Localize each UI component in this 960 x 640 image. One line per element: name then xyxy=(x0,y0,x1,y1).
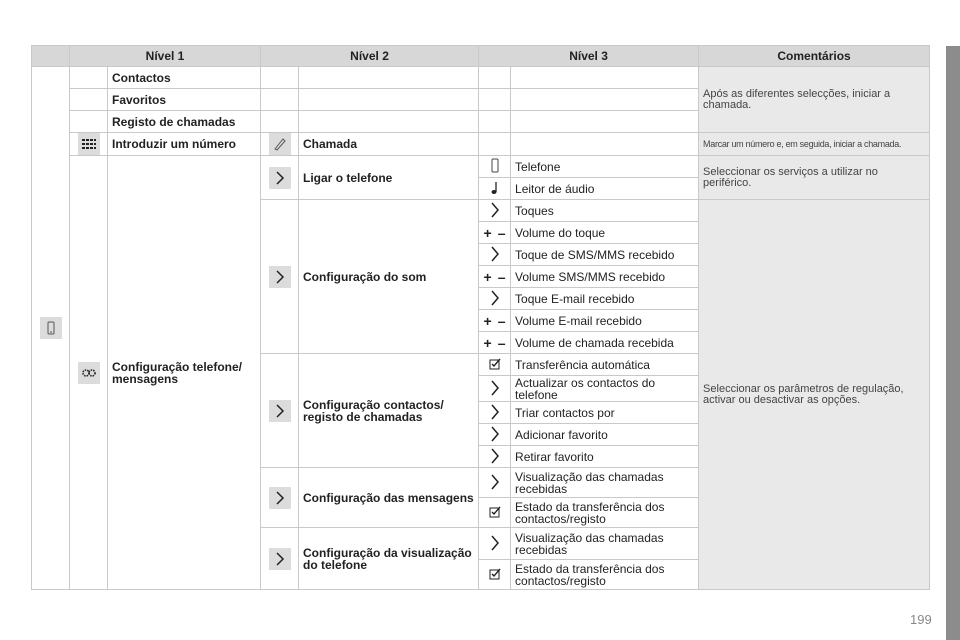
level3-vol-sms: Volume SMS/MMS recebido xyxy=(511,266,699,288)
plus-minus-icon: + – xyxy=(483,224,506,241)
level1-favoritos: Favoritos xyxy=(108,89,261,111)
level3-visualizacao-1: Visualização das chamadas recebidas xyxy=(511,468,699,498)
level2-config-visualizacao: Configuração da visualização do telefone xyxy=(299,528,479,590)
level3-actualizar: Actualizar os contactos do telefone xyxy=(511,376,699,402)
level2-config-contactos: Configuração contactos/ registo de chamadas xyxy=(299,354,479,468)
level3-vol-email: Volume E-mail recebido xyxy=(511,310,699,332)
level1-contactos: Contactos xyxy=(108,67,261,89)
level1-introduzir: Introduzir um número xyxy=(108,133,261,156)
chevron-right-icon xyxy=(488,474,502,490)
plus-minus-icon: + – xyxy=(483,268,506,285)
phone-menu-icon-cell xyxy=(32,67,70,590)
level3-transferencia: Transferência automática xyxy=(511,354,699,376)
level3-telefone: Telefone xyxy=(511,156,699,178)
comment-chamada: Marcar um número e, em seguida, iniciar a chamada. xyxy=(699,133,930,156)
level3-visualizacao-2: Visualização das chamadas recebidas xyxy=(511,528,699,560)
chevron-right-icon xyxy=(488,380,502,396)
header-level1: Nível 1 xyxy=(70,46,261,67)
music-note-icon xyxy=(488,180,502,196)
comment-config: Seleccionar os parâmetros de regulação, activar ou desactivar as opções. xyxy=(699,200,930,590)
plus-minus-icon: + – xyxy=(483,334,506,351)
chevron-right-icon xyxy=(269,400,291,422)
header-blank xyxy=(32,46,70,67)
level3-toque-sms: Toque de SMS/MMS recebido xyxy=(511,244,699,266)
phone-icon xyxy=(40,317,62,339)
chevron-right-icon xyxy=(488,448,502,464)
mobile-phone-icon xyxy=(488,158,502,174)
checkbox-icon xyxy=(488,505,502,519)
level3-leitor: Leitor de áudio xyxy=(511,178,699,200)
level3-adicionar: Adicionar favorito xyxy=(511,424,699,446)
page-number: 199 xyxy=(910,612,932,627)
keypad-icon xyxy=(78,133,100,155)
level2-chamada: Chamada xyxy=(299,133,479,156)
level3-toque-email: Toque E-mail recebido xyxy=(511,288,699,310)
chevron-right-icon xyxy=(488,535,502,551)
chevron-right-icon xyxy=(488,246,502,262)
level1-registo: Registo de chamadas xyxy=(108,111,261,133)
level3-estado-1: Estado da transferência dos contactos/registo xyxy=(511,498,699,528)
handset-icon xyxy=(269,133,291,155)
settings-icon xyxy=(78,362,100,384)
header-level2: Nível 2 xyxy=(261,46,479,67)
side-scrollbar xyxy=(946,46,960,640)
chevron-right-icon xyxy=(269,487,291,509)
level2-ligar: Ligar o telefone xyxy=(299,156,479,200)
header-level3: Nível 3 xyxy=(479,46,699,67)
menu-table xyxy=(31,45,930,590)
chevron-right-icon xyxy=(488,202,502,218)
header-comments: Comentários xyxy=(699,46,930,67)
level2-config-som: Configuração do som xyxy=(299,200,479,354)
level3-toques: Toques xyxy=(511,200,699,222)
plus-minus-icon: + – xyxy=(483,312,506,329)
level3-triar: Triar contactos por xyxy=(511,402,699,424)
level3-retirar: Retirar favorito xyxy=(511,446,699,468)
chevron-right-icon xyxy=(269,167,291,189)
level1-config-telefone: Configuração telefone/ mensagens xyxy=(108,156,261,590)
level3-estado-2: Estado da transferência dos contactos/registo xyxy=(511,560,699,590)
level3-vol-chamada: Volume de chamada recebida xyxy=(511,332,699,354)
chevron-right-icon xyxy=(488,290,502,306)
checkbox-icon xyxy=(488,357,502,371)
comment-ligar: Seleccionar os serviços a utilizar no periférico. xyxy=(699,156,930,200)
comment-top: Após as diferentes selecções, iniciar a chamada. xyxy=(699,67,930,133)
chevron-right-icon xyxy=(488,426,502,442)
checkbox-icon xyxy=(488,567,502,581)
level3-vol-toque: Volume do toque xyxy=(511,222,699,244)
level2-config-mensagens: Configuração das mensagens xyxy=(299,468,479,528)
chevron-right-icon xyxy=(269,266,291,288)
chevron-right-icon xyxy=(269,548,291,570)
chevron-right-icon xyxy=(488,404,502,420)
